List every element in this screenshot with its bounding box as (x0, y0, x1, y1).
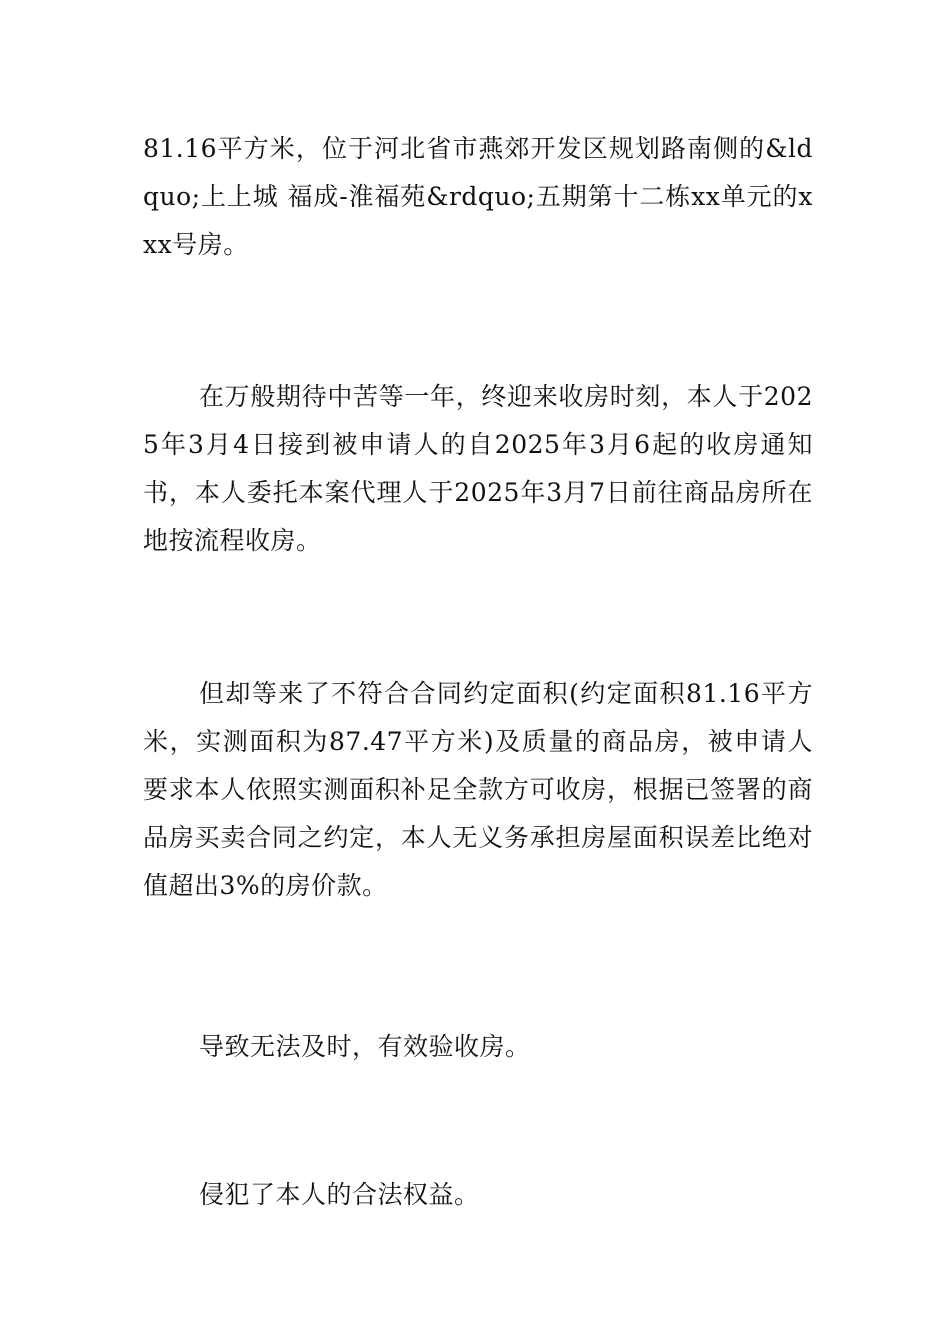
paragraph-rights-infringed: 侵犯了本人的合法权益。 (199, 1180, 480, 1209)
paragraph-property-location: 81.16平方米，位于河北省市燕郊开发区规划路南侧的&ldquo;上上城 福成-淮福苑&rdquo;五期第十二栋xx单元的xxx号房。 (143, 134, 813, 259)
paragraph-consequence: 导致无法及时，有效验收房。 (199, 1032, 531, 1061)
paragraph-area-dispute: 但却等来了不符合合同约定面积(约定面积81.16平方米，实测面积为87.47平方米)及质量的商品房，被申请人要求本人依照实测面积补足全款方可收房，根据已签署的商品房买卖合同之约定，本人无义务承担房屋面积误差比绝对值超出3%的房价款。 (143, 679, 813, 900)
paragraph-delivery-notice: 在万般期待中苦等一年，终迎来收房时刻，本人于2025年3月4日接到被申请人的自2025年3月6起的收房通知书，本人委托本案代理人于2025年3月7日前往商品房所在地按流程收房。 (143, 382, 813, 555)
